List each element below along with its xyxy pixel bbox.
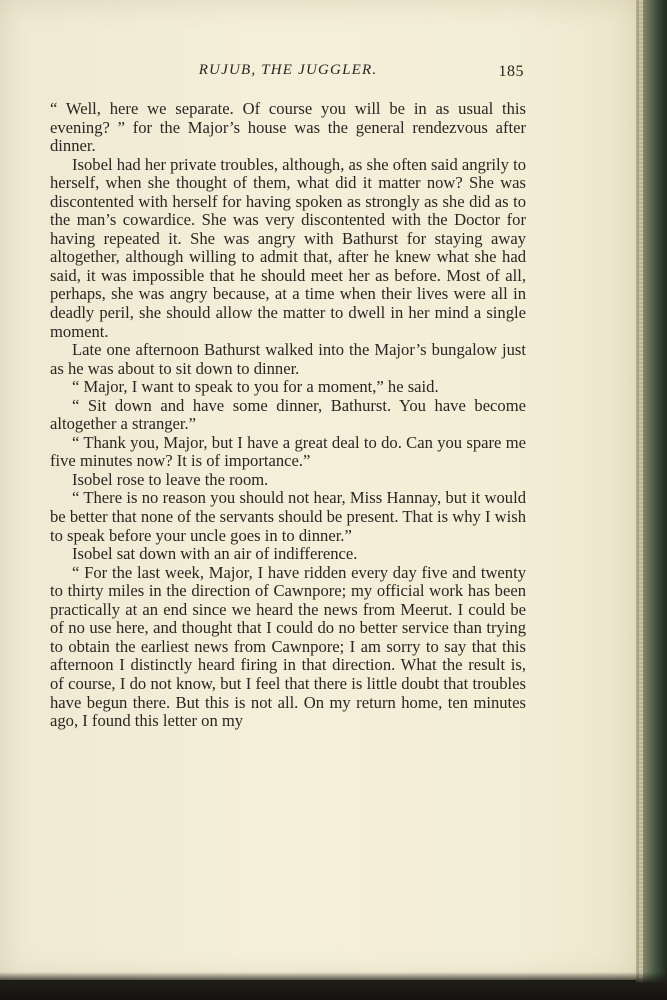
body-text xyxy=(50,100,526,731)
page-edge-binding xyxy=(636,0,667,990)
paragraph: Late one afternoon Bathurst walked into the Major’s bungalow just as he was about to sit down to dinner. xyxy=(50,340,526,378)
paragraph: “ Thank you, Major, but I have a great deal to do. Can you spare me five minutes now? It is of importance.” xyxy=(50,432,526,471)
paragraph: “ Sit down and have some dinner, Bathurst. You have become altogether a stranger.” xyxy=(50,395,526,434)
paragraph: Isobel rose to leave the room. xyxy=(72,469,269,489)
page-number: 185 xyxy=(498,63,524,80)
paragraph: “ There is no reason you should not hear, Miss Hannay, but it would be better that none of the servants should be present. That is why I wish to speak before your uncle goes in to dinner.” xyxy=(50,488,526,545)
paragraph: Isobel sat down with an air of indifference. xyxy=(72,544,358,564)
paragraph: “ For the last week, Major, I have ridden every day five and twenty to thirty miles in the direction of Cawnpore; my official work has been practically at an end since we heard the news from Meerut. I could be of no use here, and thought that I could do no better service than trying to obtain the earliest news from Cawnpore; I am sorry to say that this afternoon I distinctly heard firing in that direction. What the result is, of course, I do not know, but I feel that there is little doubt that troubles have begun there. But this is not all. On my return home, ten minutes ago, I found this letter on my xyxy=(50,562,526,731)
paragraph: “ Well, here we separate. Of course you will be in as usual this evening? ” for the Major’s house was the general rendezvous after dinner. xyxy=(50,99,526,156)
running-title: RUJUB, THE JUGGLER. xyxy=(198,62,378,78)
bottom-shadow xyxy=(0,972,667,1000)
paragraph: “ Major, I want to speak to you for a moment,” he said. xyxy=(72,377,439,397)
running-head xyxy=(50,62,526,86)
paragraph: Isobel had her private troubles, although, as she often said angrily to herself, when she thought of them, what did it matter now? She was discontented with herself for having spoken as strongly as she did as to the man’s cowardice. She was very discontented with the Doctor for having repeated it. She was angry with Bathurst for staying away altogether, although willing to admit that, after he knew what she had said, it was impossible that he should meet her as before. Most of all, perhaps, she was angry because, at a time when their lives were all in deadly peril, she should allow the matter to dwell in her mind a single moment. xyxy=(50,154,526,341)
